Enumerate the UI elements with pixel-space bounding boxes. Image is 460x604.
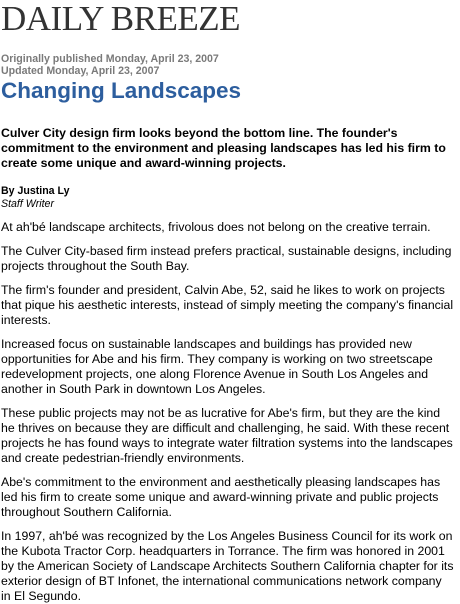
published-date: Originally published Monday, April 23, 2007 <box>1 53 219 65</box>
article-deck: Culver City design firm looks beyond the bottom line. The founder's commitment to the environment and pleasing landscapes has led his firm to create some unique and award-winning projects. <box>1 126 446 170</box>
article-body <box>1 220 454 604</box>
article-paragraph: Increased focus on sustainable landscapes and buildings has provided new opportunities for Abe and his firm. They company is working on two streetscape redevelopment projects, one along Florence Avenue in South Los Angeles and another in South Park in downtown Los Angeles. <box>1 337 433 396</box>
headline: Changing Landscapes <box>1 78 242 103</box>
publication-meta <box>1 53 454 77</box>
article-paragraph: These public projects may not be as lucrative for Abe's firm, but they are the kind he thrives on because they are difficult and challenging, he said. With these recent projects he has found ways to integrate water filtration systems into the landscapes and create pedestrian-friendly environments. <box>1 406 453 465</box>
article-paragraph: The firm's founder and president, Calvin Abe, 52, said he likes to work on projects that pique his aesthetic interests, instead of simply meeting the company's financial interests. <box>1 283 454 327</box>
byline-role: Staff Writer <box>1 198 54 210</box>
updated-date: Updated Monday, April 23, 2007 <box>1 65 160 77</box>
article-paragraph: The Culver City-based firm instead prefers practical, sustainable designs, including projects throughout the South Bay. <box>1 244 452 273</box>
article-paragraph: Abe's commitment to the environment and aesthetically pleasing landscapes has led his firm to create some unique and award-winning private and public projects throughout Southern California. <box>1 475 441 519</box>
article-paragraph: In 1997, ah'bé was recognized by the Los Angeles Business Council for its work on the Kubota Tractor Corp. headquarters in Torrance. The firm was honored in 2001 by the American Society of Landscape Architects Southern California chapter for its exterior design of BT Infonet, the international communications network company in El Segundo. <box>1 529 454 603</box>
byline <box>1 185 454 211</box>
byline-author: By Justina Ly <box>1 185 70 197</box>
article-paragraph: At ah'bé landscape architects, frivolous does not belong on the creative terrain. <box>1 220 431 234</box>
masthead-logo: DAILY BREEZE <box>1 0 241 38</box>
